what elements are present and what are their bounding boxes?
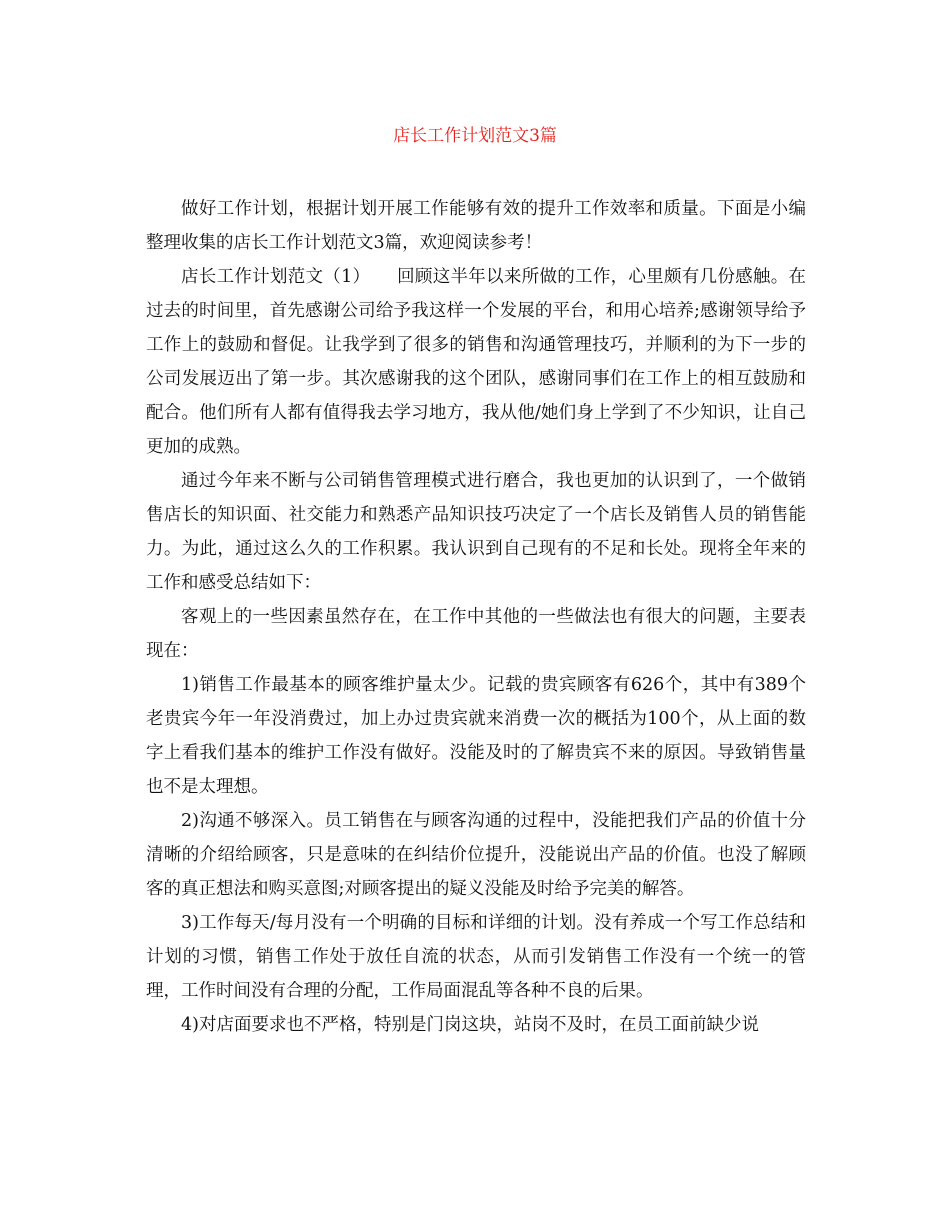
paragraph-problem-2: 2)沟通不够深入。员工销售在与顾客沟通的过程中，没能把我们产品的价值十分清晰的介绍给顾客，只是意味的在纠结价位提升，没能说出产品的价值。也没了解顾客的真正想法和购买意图;对顾客提出的疑义没能及时给予完美的解答。: [146, 811, 806, 899]
paragraph-intro: 做好工作计划，根据计划开展工作能够有效的提升工作效率和质量。下面是小编整理收集的店长工作计划范文3篇，欢迎阅读参考！: [146, 199, 806, 253]
paragraph-reflection: 通过今年来不断与公司销售管理模式进行磨合，我也更加的认识到了，一个做销售店长的知识面、社交能力和熟悉产品知识技巧决定了一个店长及销售人员的销售能力。为此，通过这么久的工作积累。我认识到自己现有的不足和长处。现将全年来的工作和感受总结如下：: [146, 471, 806, 593]
document-title: 店长工作计划范文3篇: [393, 126, 557, 146]
paragraph-sample-1: 店长工作计划范文（1） 回顾这半年以来所做的工作，心里颇有几份感触。在过去的时间里，首先感谢公司给予我这样一个发展的平台，和用心培养;感谢领导给予工作上的鼓励和督促。让我学到了很多的销售和沟通管理技巧，并顺利的为下一步的公司发展迈出了第一步。其次感谢我的这个团队，感谢同事们在工作上的相互鼓励和配合。他们所有人都有值得我去学习地方，我从他/她们身上学到了不少知识，让自己更加的成熟。: [146, 267, 806, 457]
paragraph-problem-3: 3)工作每天/每月没有一个明确的目标和详细的计划。没有养成一个写工作总结和计划的习惯，销售工作处于放任自流的状态，从而引发销售工作没有一个统一的管理，工作时间没有合理的分配，工作局面混乱等各种不良的后果。: [146, 913, 806, 1001]
paragraph-problem-4: 4)对店面要求也不严格，特别是门岗这块，站岗不及时，在员工面前缺少说: [181, 1015, 759, 1035]
paragraph-problem-1: 1)销售工作最基本的顾客维护量太少。记载的贵宾顾客有626个，其中有389个老贵宾今年一年没消费过，加上办过贵宾就来消费一次的概括为100个，从上面的数字上看我们基本的维护工作没有做好。没能及时的了解贵宾不来的原因。导致销售量也不是太理想。: [146, 675, 806, 797]
paragraph-problems-intro: 客观上的一些因素虽然存在，在工作中其他的一些做法也有很大的问题，主要表现在：: [146, 607, 806, 661]
document-body: [146, 192, 806, 1042]
